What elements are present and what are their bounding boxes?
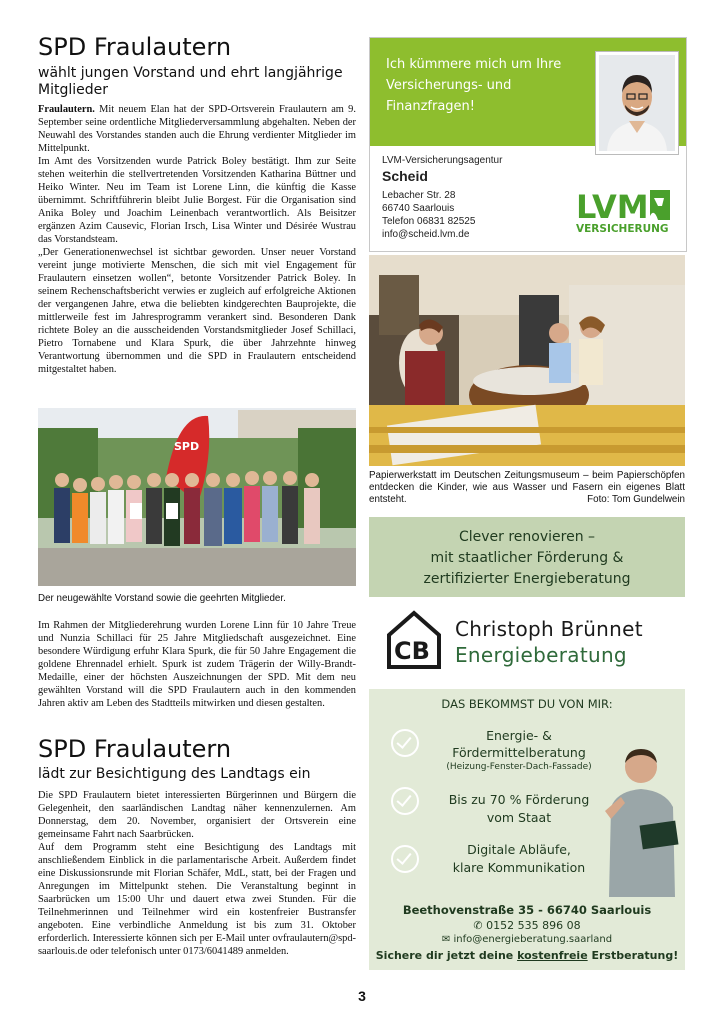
banner-sign-text: SPD [174, 440, 200, 453]
group-photo [38, 408, 356, 586]
energy-company-sub: Energieberatung [455, 643, 627, 667]
benefit-1 [429, 727, 609, 774]
energy-headline-line1: Clever renovieren – [458, 529, 596, 545]
museum-caption [369, 470, 685, 506]
phone-icon: ✆ [473, 919, 483, 932]
energy-cta-post: Erstberatung! [587, 949, 679, 962]
group-photo-illustration [38, 408, 356, 586]
benefit-3-line2: klare Kommunikation [452, 860, 586, 875]
lvm-agency-label: LVM-Versicherungsagentur [382, 155, 503, 166]
article1-body [38, 103, 356, 376]
benefit-3 [429, 841, 609, 877]
benefit-2-line1: Bis zu 70 % Förderung [448, 792, 590, 807]
mail-icon: ✉ [441, 934, 451, 945]
energy-email: info@energieberatung.saarland [453, 934, 613, 945]
group-photo-caption: Der neugewählte Vorstand sowie die geehrten Mitglieder. [38, 593, 286, 604]
museum-photo-credit: Foto: Tom Gundelwein [587, 494, 685, 505]
energy-company-name: Christoph Brünnet [455, 617, 643, 641]
energy-ad-headline [369, 527, 685, 590]
check-icon [391, 729, 419, 757]
energy-email-row[interactable] [369, 934, 685, 945]
museum-photo [369, 255, 685, 466]
energy-ad-headline-band [369, 517, 685, 597]
house-logo-letters: CB [394, 637, 430, 665]
check-icon [391, 845, 419, 873]
house-logo-icon [385, 609, 443, 671]
article1-p1: Mit neuem Elan hat der SPD-Ortsverein Fraulautern am 9. September seine ordentliche Mitgliederversammlung abgehalten. Neben der Neuwahl des Vorstandes standen auch die Ehrung verdienter Mitglieder im Mittelpunkt. [38, 104, 356, 154]
energy-phone-row[interactable] [369, 919, 685, 932]
energy-ad [369, 517, 685, 970]
benefit-1-line2: Fördermittelberatung [452, 745, 586, 760]
benefit-2-line2: vom Staat [486, 810, 552, 825]
article2-subtitle: lädt zur Besichtigung des Landtags ein [38, 766, 311, 782]
article2-p1: Die SPD Fraulautern bietet interessierten Bürgerinnen und Bürgern die Gelegenheit, den saarländischen Landtag näher kennenzulernen. Am Donnerstag, dem 20. November, organisiert der Ortsverein eine gemeinsame Fahrt nach Saarbrücken. [38, 790, 356, 840]
article1-p2: Im Amt des Vorsitzenden wurde Patrick Boley bestätigt. Ihm zur Seite stehen weiterhin die stellvertretenden Vorsitzenden Katharina Büttner und Heiko Winter. Neu im Team ist Lorene Linn, die künftig die Kasse übernimmt. Schriftführerin bleibt Julie Borgest. Für die Organisation sind Anika Boley und Joachim Leinenbach verantwortlich. Als Beisitzer ergänzen Azim Causevic, Florian Irsch, Lisa Winter und Désirée Wustrau das Vorstandsteam. [38, 156, 356, 245]
check-icon [391, 787, 419, 815]
energy-logo-area [369, 597, 685, 689]
agent-portrait [596, 52, 678, 154]
lvm-logo-graphic [574, 186, 672, 236]
article1-lead: Fraulautern. [38, 104, 95, 115]
article1-p3: „Der Generationenwechsel ist sichtbar geworden. Unser neuer Vorstand vereint junge motivierte Menschen, die sich mit viel Engagement für Fraulautern einsetzen wollen“, betonte Vorsitzender Patrick Boley. In seinem Rechenschaftsbericht verwies er zugleich auf erfolgreiche Aktionen der vergangenen Jahre, etwa die beliebten kindgerechten Bauprojekte, die mittlerweile fest im Jahresprogramm verankert sind. Besonderen Dank richtete Boley an die ausscheidenden Vorstandsmitglieder Josef Schillaci, Pietro Tornabene und Klara Spurk, die über Jahrzehnte hinweg Verantwortung übernommen und die SPD in Fraulautern entscheidend mitgestaltet haben. [38, 247, 356, 375]
article2-title: SPD Fraulautern [38, 735, 232, 763]
lvm-contact [382, 154, 502, 241]
consultant-photo [603, 737, 683, 897]
energy-address: Beethovenstraße 35 - 66740 Saarlouis [402, 903, 652, 917]
lvm-agency-name: Scheid [382, 168, 428, 184]
lvm-logo-text: LVM [576, 188, 649, 226]
benefit-3-line1: Digitale Abläufe, [467, 842, 571, 857]
lvm-phone: Telefon 06831 82525 [382, 216, 476, 227]
energy-cta-pre: Sichere dir jetzt deine [375, 949, 518, 962]
energy-headline-line2: mit staatlicher Förderung & [430, 550, 624, 566]
benefit-1-line1: Energie- & [486, 728, 552, 743]
article1-p4: Im Rahmen der Mitgliederehrung wurden Lorene Linn für 10 Jahre Treue und Nunzia Schillaci für 25 Jahre Mitgliedschaft ausgezeichnet. Eine besondere Würdigung erfuhr Klara Spurk, die für 50 Jahre Engagement die goldene Ehrennadel erhielt. Spurk ist zudem Trägerin der Willy-Brandt-Medaille, einer der höchsten Auszeichnungen der SPD. Mit dem neu gewählten Vorstand will die SPD Fraulautern auch in den kommenden Jahren aktiv am Leben des Stadtteils mitwirken und diesen gestalten. [38, 620, 356, 709]
article1-title: SPD Fraulautern [38, 33, 232, 61]
museum-caption-text: Papierwerkstatt im Deutschen Zeitungsmuseum – beim Papierschöpfen entdecken die Kinder, wie aus Wasser und Fasern ein eigenes Blatt entsteht. [369, 470, 685, 505]
lvm-city: 66740 Saarlouis [382, 203, 455, 214]
museum-photo-illustration [369, 255, 685, 466]
lvm-slogan: Ich kümmere mich um Ihre Versicherungs- und Finanzfragen! [386, 57, 562, 114]
lvm-street: Lebacher Str. 28 [382, 190, 456, 201]
lvm-ad [369, 37, 687, 252]
energy-cta [369, 949, 685, 962]
page-number: 3 [358, 988, 366, 1004]
lvm-logo-subtext: VERSICHERUNG [576, 223, 669, 235]
article2-p2: Auf dem Programm steht eine Besichtigung des Landtags mit anschließendem Einblick in die parlamentarische Arbeit. Außerdem findet eine Diskussionsrunde mit Florian Schäfer, MdL, statt, bei der Fragen und Anregungen im Mittelpunkt stehen. Die Veranstaltung beginnt in Saarbrücken um 15:00 Uhr und dauert etwa zwei Stunden. Für die Teilnehmerinnen und Teilnehmer wird ein kostenfreier Bustransfer angeboten. Eine verbindliche Anmeldung ist bis zum 31. Oktober erforderlich. Interessierte können sich per E-Mail unter ovfraulautern@spd-saarlouis.de oder telefonisch unter 0173/6041489 anmelden. [38, 842, 356, 957]
lvm-email[interactable]: info@scheid.lvm.de [382, 229, 470, 240]
article1-body-continued [38, 619, 356, 710]
lvm-logo [574, 186, 672, 236]
article2-body [38, 789, 356, 958]
benefit-1-detail: (Heizung-Fenster-Dach-Fassade) [446, 762, 592, 772]
article1-subtitle: wählt jungen Vorstand und ehrt langjährige Mitglieder [38, 65, 343, 98]
benefits-title: DAS BEKOMMST DU VON MIR: [441, 697, 613, 711]
energy-phone: 0152 535 896 08 [486, 919, 581, 932]
energy-cta-emphasis: kostenfreie [517, 949, 588, 962]
agent-portrait-illustration [599, 55, 675, 151]
energy-headline-line3: zertifizierter Energieberatung [423, 571, 631, 587]
benefit-2 [429, 791, 609, 827]
